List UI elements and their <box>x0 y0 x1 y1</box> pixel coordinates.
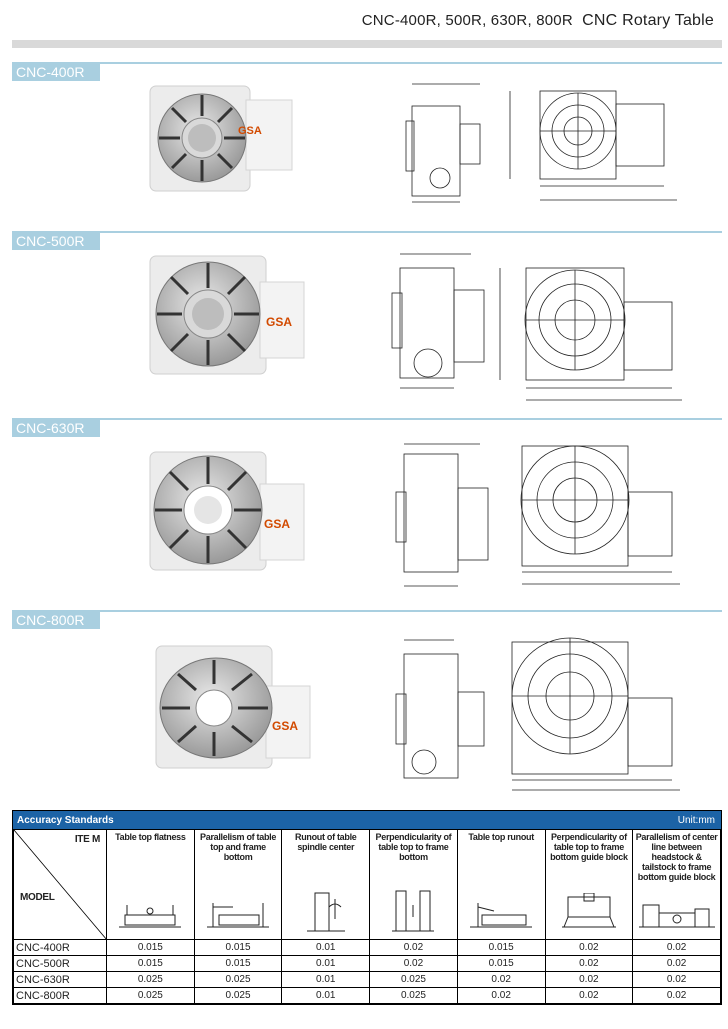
column-header: Perpendicularity of table top to frame bottom guide block <box>545 830 633 940</box>
column-header: Parallelism of table top and frame bottom <box>194 830 282 940</box>
column-header: Perpendicularity of table top to frame bottom <box>370 830 458 940</box>
brand-logo: GSA <box>272 719 299 733</box>
header-row <box>14 830 721 940</box>
model-label: MODEL <box>20 892 55 903</box>
perpendicularity-test-icon <box>388 887 438 933</box>
product-photo-cnc-630r <box>146 448 308 576</box>
section-rule <box>12 62 722 64</box>
table-row: CNC-800R 0.025 0.025 0.01 0.025 0.02 0.02 0.02 <box>14 988 721 1004</box>
page-title-text: CNC Rotary Table <box>582 12 714 29</box>
parallelism-test-icon <box>203 897 273 933</box>
table-runout-test-icon <box>466 897 536 933</box>
page-title <box>362 12 714 30</box>
accuracy-standards-table <box>12 810 722 1005</box>
column-header: Table top flatness <box>107 830 195 940</box>
spindle-runout-test-icon <box>301 889 351 933</box>
technical-drawing-cnc-630r <box>380 440 690 596</box>
column-header: Table top runout <box>457 830 545 940</box>
product-photo-cnc-800r <box>152 642 314 772</box>
corner-cell <box>14 830 107 940</box>
table-row: CNC-500R 0.015 0.015 0.01 0.02 0.015 0.02 0.02 <box>14 956 721 972</box>
accuracy-unit: Unit:mm <box>677 814 715 826</box>
section-rule <box>12 418 722 420</box>
section-label: CNC-800R <box>12 612 100 629</box>
flatness-test-icon <box>115 897 185 933</box>
page-title-models: CNC-400R, 500R, 630R, 800R <box>361 12 573 29</box>
accuracy-grid <box>13 829 721 1004</box>
section-rule <box>12 610 722 612</box>
center-line-parallelism-icon <box>637 897 717 933</box>
section-label: CNC-400R <box>12 64 100 81</box>
section-label: CNC-500R <box>12 233 100 250</box>
technical-drawing-cnc-400r <box>392 76 682 210</box>
table-row: CNC-400R 0.015 0.015 0.01 0.02 0.015 0.02 0.02 <box>14 940 721 956</box>
product-photo-cnc-400r <box>146 80 296 195</box>
item-label: ITE M <box>74 834 100 845</box>
table-row: CNC-630R 0.025 0.025 0.01 0.025 0.02 0.02 0.02 <box>14 972 721 988</box>
header-rule <box>12 40 722 48</box>
brand-logo: GSA <box>266 315 293 329</box>
accuracy-title: Accuracy Standards <box>17 814 114 826</box>
brand-logo: GSA <box>238 125 262 137</box>
column-header: Runout of table spindle center <box>282 830 370 940</box>
technical-drawing-cnc-800r <box>384 634 694 794</box>
brand-logo: GSA <box>264 517 291 531</box>
section-label: CNC-630R <box>12 420 100 437</box>
technical-drawing-cnc-500r <box>376 248 686 408</box>
product-photo-cnc-500r <box>146 252 308 380</box>
section-rule <box>12 231 722 233</box>
accuracy-header <box>13 811 721 829</box>
guide-block-perpendicularity-icon <box>554 893 624 933</box>
column-header: Parallelism of center line between headstock & tailstock to frame bottom guide block <box>633 830 721 940</box>
